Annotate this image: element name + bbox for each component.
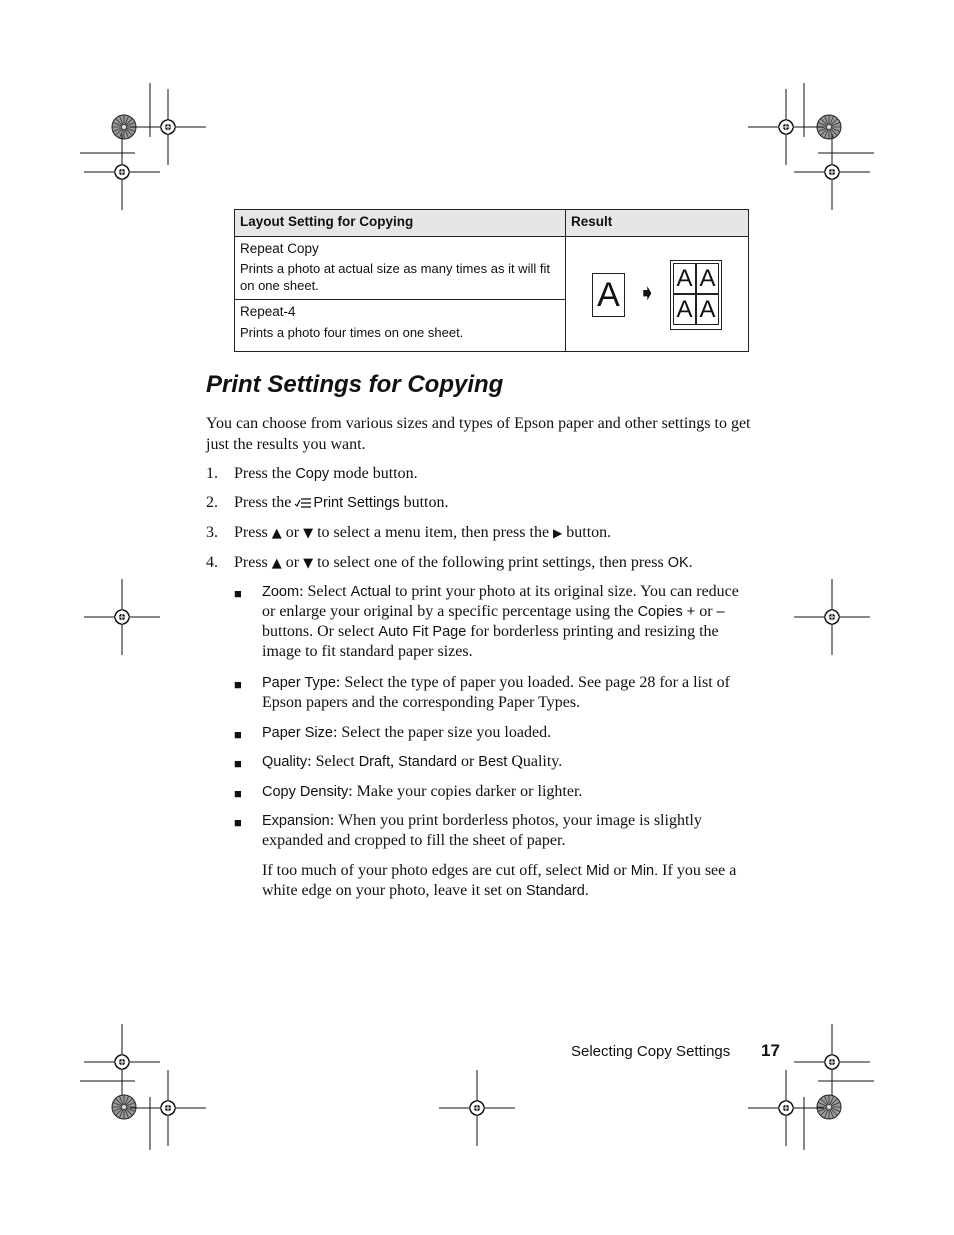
step-3: 3. Press ▲ or ▼ to select a menu item, then press the ▶ button. xyxy=(206,524,612,541)
step-1: 1. Press the Copy mode button. xyxy=(206,465,418,482)
repeat-4-title: Repeat-4 xyxy=(240,304,296,319)
single-a-box: A xyxy=(592,273,625,317)
bullet-icon: ■ xyxy=(234,815,242,830)
repeat-a-box: A xyxy=(696,263,719,294)
zoom-item: Zoom: Select Actual to print your photo at its original size. You can reduce or enlarge your original by a specific percentage using the Copies + or – buttons. Or select Auto Fit Page for borderless printing and resizing the image to fit standard paper sizes. xyxy=(262,583,739,660)
repeat-a-box: A xyxy=(673,263,696,294)
bullet-icon: ■ xyxy=(234,727,242,742)
footer-section-label: Selecting Copy Settings xyxy=(571,1043,731,1060)
print-settings-icon xyxy=(295,494,313,515)
repeat-a-box: A xyxy=(673,294,696,325)
table-header-result: Result xyxy=(571,214,613,229)
bullet-icon: ■ xyxy=(234,677,242,692)
up-arrow-icon: ▲ xyxy=(271,526,282,541)
intro-paragraph: You can choose from various sizes and types of Epson paper and other settings to get just the results you want. xyxy=(206,415,751,453)
page-number: 17 xyxy=(761,1041,780,1060)
down-arrow-icon: ▼ xyxy=(303,526,314,541)
repeat-copy-description: Prints a photo at actual size as many times as it will fit on one sheet. xyxy=(240,261,550,293)
row-divider xyxy=(235,299,565,300)
bullet-icon: ■ xyxy=(234,756,242,771)
paper-type-item: Paper Type: Select the type of paper you loaded. See page 28 for a list of Epson papers and the corresponding Paper Types. xyxy=(262,674,730,711)
step-4: 4. Press ▲ or ▼ to select one of the following print settings, then press OK. xyxy=(206,554,693,571)
copy-density-item: Copy Density: Make your copies darker or lighter. xyxy=(262,783,583,800)
repeat-4-description: Prints a photo four times on one sheet. xyxy=(240,325,464,340)
arrow-icon: ➧ xyxy=(638,281,657,306)
table-header-row xyxy=(235,210,748,237)
column-divider xyxy=(565,210,566,351)
four-a-sheet xyxy=(670,260,722,330)
step-2: 2. Press the Print Settings button. xyxy=(206,492,448,515)
paper-size-item: Paper Size: Select the paper size you loaded. xyxy=(262,724,552,741)
repeat-copy-title: Repeat Copy xyxy=(240,241,319,256)
up-arrow-icon: ▲ xyxy=(271,556,282,571)
expansion-item: Expansion: When you print borderless photos, your image is slightly expanded and cropped to fill the sheet of paper. xyxy=(262,812,702,849)
print-settings-label: Print Settings xyxy=(313,495,400,511)
expansion-note: If too much of your photo edges are cut off, select Mid or Min. If you see a white edge on your photo, leave it set on Standard. xyxy=(262,862,737,899)
right-arrow-icon: ▶ xyxy=(553,526,563,540)
repeat-a-box: A xyxy=(696,294,719,325)
quality-item: Quality: Select Draft, Standard or Best Quality. xyxy=(262,753,563,770)
bullet-icon: ■ xyxy=(234,586,242,601)
ok-button-label: OK xyxy=(667,555,689,571)
section-title: Print Settings for Copying xyxy=(206,371,504,398)
bullet-icon: ■ xyxy=(234,786,242,801)
copy-button-label: Copy xyxy=(295,466,330,482)
down-arrow-icon: ▼ xyxy=(303,556,314,571)
table-header-layout: Layout Setting for Copying xyxy=(240,214,414,229)
layout-settings-table xyxy=(234,209,749,352)
